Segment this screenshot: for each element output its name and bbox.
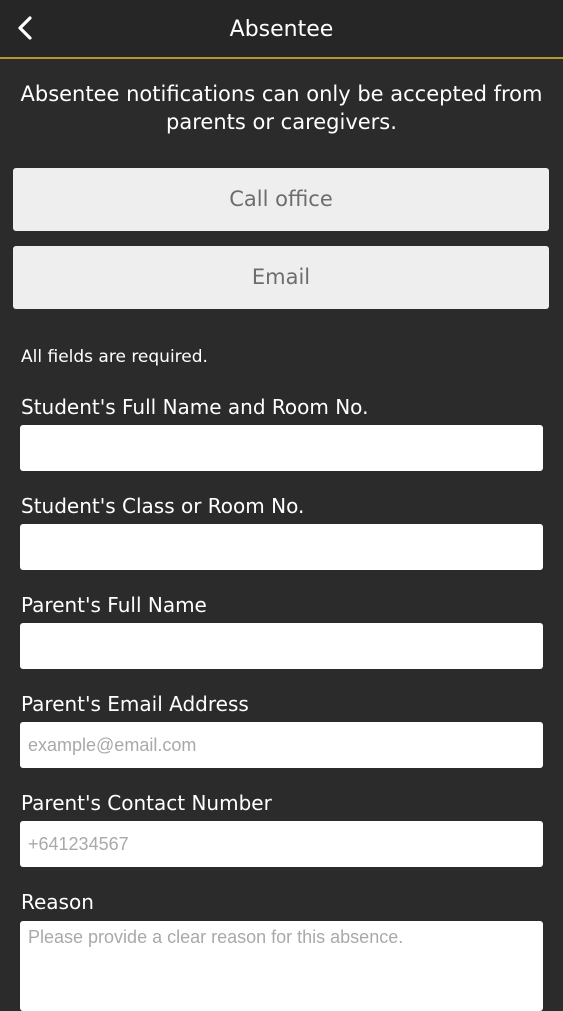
reason-textarea[interactable] bbox=[20, 921, 543, 1011]
email-button[interactable]: Email bbox=[13, 246, 549, 309]
parent-name-label: Parent's Full Name bbox=[21, 593, 207, 617]
parent-email-input[interactable] bbox=[20, 722, 543, 768]
parent-phone-input[interactable] bbox=[20, 821, 543, 867]
reason-label: Reason bbox=[21, 890, 94, 914]
student-name-label: Student's Full Name and Room No. bbox=[21, 395, 369, 419]
student-name-input[interactable] bbox=[20, 425, 543, 471]
student-class-input[interactable] bbox=[20, 524, 543, 570]
parent-phone-label: Parent's Contact Number bbox=[21, 791, 272, 815]
parent-name-input[interactable] bbox=[20, 623, 543, 669]
student-class-label: Student's Class or Room No. bbox=[21, 494, 305, 518]
required-note: All fields are required. bbox=[21, 347, 208, 367]
parent-email-label: Parent's Email Address bbox=[21, 692, 249, 716]
nav-bar bbox=[0, 0, 563, 59]
call-office-button[interactable]: Call office bbox=[13, 168, 549, 231]
page-title: Absentee bbox=[229, 17, 334, 42]
absentee-notice: Absentee notifications can only be accepted from parents or caregivers. bbox=[20, 82, 543, 134]
